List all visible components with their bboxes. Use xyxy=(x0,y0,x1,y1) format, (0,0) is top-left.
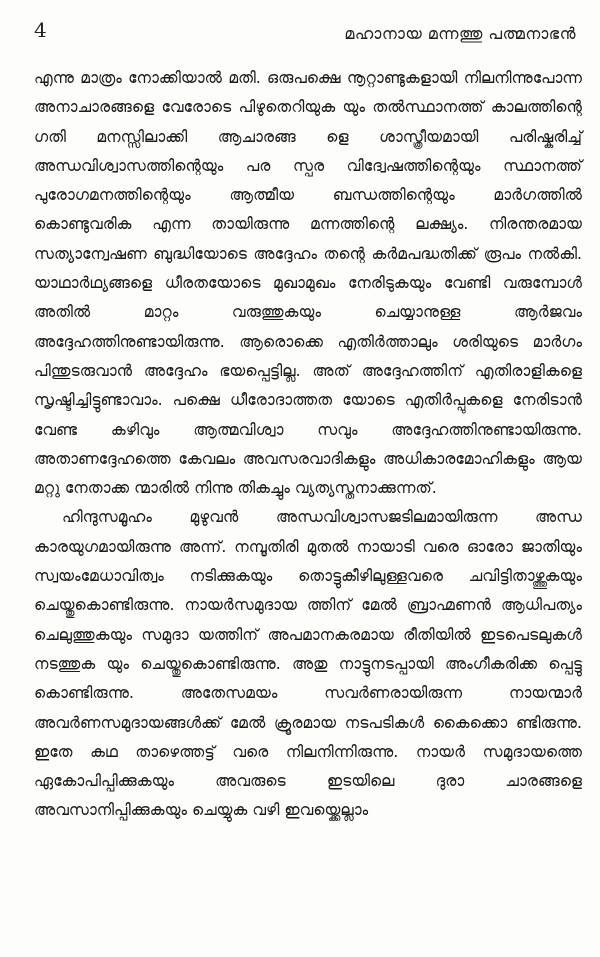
paragraph-1: എന്നു മാത്രം നോക്കിയാൽ മതി. ഒരുപക്ഷെ നൂറ്റാണ്ടുകളായി നിലനിന്നുപോന്ന അനാചാരങ്ങളെ വേരോടെ പിഴുതെറിയുക യും തൽസ്ഥാനത്ത് കാലത്തിന്റെ ഗതി മനസ്സിലാക്കി ആചാരങ്ങ ളെ ശാസ്ത്രീയമായി പരിഷ്കരിച്ച് അന്ധവിശ്വാസത്തിന്റെയും പര സ്പര വിദ്വേഷത്തിന്റെയും സ്ഥാനത്ത് പുരോഗമനത്തിന്റെയും ആത്മീയ ബന്ധത്തിന്റെയും മാർഗത്തിൽ കൊണ്ടുവരിക എന്ന തായിരുന്നു മന്നത്തിന്റെ ലക്ഷ്യം. നിരന്തരമായ സത്യാന്വേഷണ ബുദ്ധിയോടെ അദ്ദേഹം തന്റെ കർമപദ്ധതിക്ക് രൂപം നൽകി. യാഥാർഥ്യങ്ങളെ ധീരതയോടെ മുഖാമുഖം നേരിടുകയും വേണ്ടി വരുമ്പോൾ അതിൽ മാറ്റം വരുത്തുകയും ചെയ്യാനുള്ള ആർജവം അദ്ദേഹത്തിനുണ്ടായിരുന്നു. ആരൊക്കെ എതിർത്താലും ശരിയുടെ മാർഗം പിന്തുടരുവാൻ അദ്ദേഹം ഭയപ്പെട്ടില്ല. അത് അദ്ദേഹത്തിന് എതിരാളികളെ സൃഷ്ടിച്ചിട്ടുണ്ടാവാം. പക്ഷെ ധീരോദാത്തത യോടെ എതിർപ്പുകളെ നേരിടാൻ വേണ്ട കഴിവും ആത്മവിശ്വാ സവും അദ്ദേഹത്തിനുണ്ടായിരുന്നു. അതാണദ്ദേഹത്തെ കേവലം അവസരവാദികളും അധികാരമോഹികളും ആയ മറ്റു നേതാക്ക ന്മാരിൽ നിന്നു തികച്ചും വ്യത്യസ്തനാക്കുന്നത്. xyxy=(34,69,582,498)
running-title: മഹാനായ മന്നത്തു പത്മനാഭൻ xyxy=(344,24,576,43)
page-number: 4 xyxy=(34,18,47,42)
body-text xyxy=(34,64,582,826)
paragraph-2: ഹിന്ദുസമൂഹം മുഴുവൻ അന്ധവിശ്വാസജടിലമായിരുന്ന അന്ധ കാരയുഗമായിരുന്നു അന്ന്. നമ്പൂതിരി മുതൽ നായാടി വരെ ഓരോ ജാതിയും സ്വയംമേധാവിത്വം നടിക്കുകയും തൊട്ടുകീഴിലുള്ളവരെ ചവിട്ടിതാഴ്ത്തുകയും ചെയ്തുകൊണ്ടിരുന്നു. നായർസമുദായ ത്തിന് മേൽ ബ്രാഹ്മണൻ ആധിപത്യം ചെലുത്തുകയും സമുദാ യത്തിന് അപമാനകരമായ രീതിയിൽ ഇടപെടലുകൾ നടത്തുക യും ചെയ്തുകൊണ്ടിരുന്നു. അതു നാട്ടുനടപ്പായി അംഗീകരിക്ക പ്പെട്ടു കൊണ്ടിരുന്നു. അതേസമയം സവർണരായിരുന്ന നായന്മാർ അവർണസമുദായങ്ങൾക്ക് മേൽ ക്രൂരമായ നടപടികൾ കൈക്കൊ ണ്ടിരുന്നു. ഇതേ കഥ താഴെത്തട്ട് വരെ നിലനിന്നിരുന്നു. നായർ സമുദായത്തെ ഏകോപിപ്പിക്കുകയും അവരുടെ ഇടയിലെ ദുരാ ചാരങ്ങളെ അവസാനിപ്പിക്കുകയും ചെയ്യുക വഴി ഇവയ്ക്കെല്ലാം xyxy=(34,508,582,820)
